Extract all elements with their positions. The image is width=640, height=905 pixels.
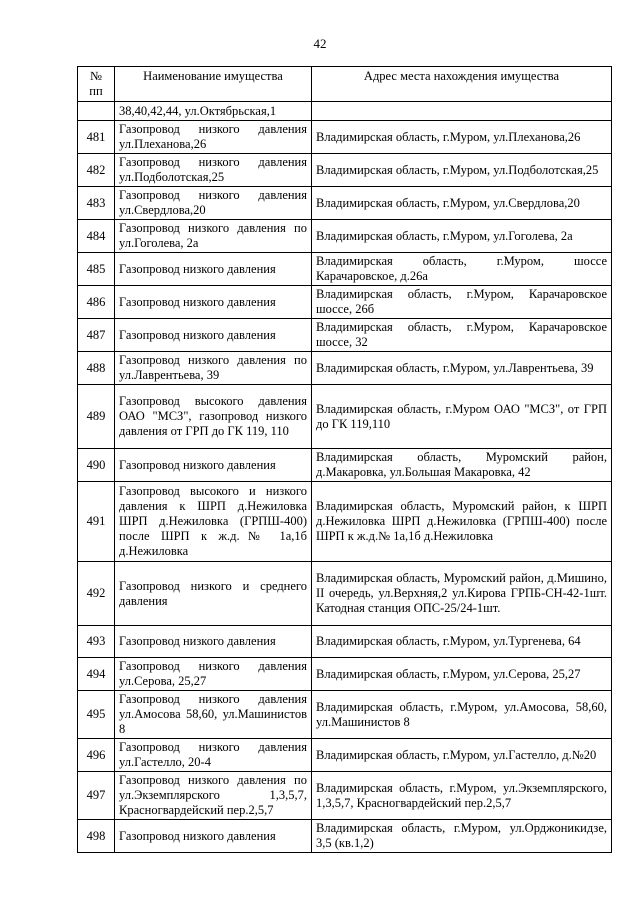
row-num: 483 [78, 187, 115, 220]
row-num: 494 [78, 658, 115, 691]
row-name: Газопровод низкого давления ул.Гастелло, 20-4 [115, 739, 312, 772]
table-row [78, 449, 612, 482]
table-row [78, 820, 612, 853]
row-num: 492 [78, 562, 115, 626]
row-name: Газопровод высокого давления ОАО "МСЗ", газопровод низкого давления от ГРП до ГК 119, 110 [115, 385, 312, 449]
table-row [78, 739, 612, 772]
row-name: Газопровод низкого давления по ул.Лаврентьева, 39 [115, 352, 312, 385]
row-num: 485 [78, 253, 115, 286]
row-name: Газопровод низкого давления [115, 449, 312, 482]
table-row [78, 562, 612, 626]
row-name: Газопровод низкого давления по ул.Гоголева, 2а [115, 220, 312, 253]
table-row [78, 385, 612, 449]
row-address: Владимирская область, г.Муром, ул.Гастелло, д.№20 [312, 739, 612, 772]
row-num [78, 102, 115, 121]
row-num: 488 [78, 352, 115, 385]
table-row [78, 220, 612, 253]
row-num: 484 [78, 220, 115, 253]
table-row [78, 691, 612, 739]
table-row [78, 187, 612, 220]
row-address: Владимирская область, г.Муром, ул.Плеханова,26 [312, 121, 612, 154]
table-row [78, 319, 612, 352]
row-name: Газопровод низкого давления [115, 820, 312, 853]
row-address: Владимирская область, Муромский район, д.Мишино, II очередь, ул.Верхняя,2 ул.Кирова ГРПБ-СН-42-1шт. Катодная станция ОПС-25/24-1шт. [312, 562, 612, 626]
row-name: Газопровод низкого давления [115, 286, 312, 319]
row-address: Владимирская область, г.Муром, ул.Подболотская,25 [312, 154, 612, 187]
table-row [78, 658, 612, 691]
row-address: Владимирская область, г.Муром ОАО "МСЗ", от ГРП до ГК 119,110 [312, 385, 612, 449]
row-name: Газопровод низкого давления [115, 253, 312, 286]
row-address: Владимирская область, г.Муром, шоссе Карачаровское, д.26а [312, 253, 612, 286]
row-name: Газопровод низкого давления ул.Подболотская,25 [115, 154, 312, 187]
row-address: Владимирская область, г.Муром, ул.Гоголева, 2а [312, 220, 612, 253]
table-row [78, 772, 612, 820]
header-address: Адрес места нахождения имущества [312, 67, 612, 102]
row-num: 482 [78, 154, 115, 187]
row-num: 481 [78, 121, 115, 154]
row-num: 495 [78, 691, 115, 739]
table-header-row [78, 67, 612, 102]
row-name: Газопровод высокого и низкого давления к ШРП д.Нежиловка ШРП д.Нежиловка (ГРПШ-400) после ШРП к ж.д.№ 1а,1б д.Нежиловка [115, 482, 312, 562]
row-address: Владимирская область, Муромский район, к ШРП д.Нежиловка ШРП д.Нежиловка (ГРПШ-400) после ШРП к ж.д.№ 1а,1б д.Нежиловка [312, 482, 612, 562]
row-address: Владимирская область, г.Муром, ул.Свердлова,20 [312, 187, 612, 220]
row-address: Владимирская область, г.Муром, ул.Серова, 25,27 [312, 658, 612, 691]
row-num: 490 [78, 449, 115, 482]
table-row [78, 482, 612, 562]
row-name: Газопровод низкого давления [115, 319, 312, 352]
row-num: 486 [78, 286, 115, 319]
row-name: Газопровод низкого давления ул.Серова, 25,27 [115, 658, 312, 691]
row-name: Газопровод низкого давления по ул.Экземплярского 1,3,5,7, Красногвардейский пер.2,5,7 [115, 772, 312, 820]
row-address: Владимирская область, г.Муром, Карачаровское шоссе, 32 [312, 319, 612, 352]
row-address: Владимирская область, Муромский район, д.Макаровка, ул.Большая Макаровка, 42 [312, 449, 612, 482]
row-name: 38,40,42,44, ул.Октябрьская,1 [115, 102, 312, 121]
row-address: Владимирская область, г.Муром, ул.Амосова, 58,60, ул.Машинистов 8 [312, 691, 612, 739]
table-row [78, 102, 612, 121]
row-name: Газопровод низкого давления ул.Плеханова,26 [115, 121, 312, 154]
row-address: Владимирская область, г.Муром, ул.Лаврентьева, 39 [312, 352, 612, 385]
row-name: Газопровод низкого давления ул.Амосова 58,60, ул.Машинистов 8 [115, 691, 312, 739]
property-table [77, 66, 612, 853]
table-row [78, 286, 612, 319]
row-name: Газопровод низкого давления [115, 626, 312, 658]
row-address: Владимирская область, г.Муром, ул.Тургенева, 64 [312, 626, 612, 658]
row-num: 487 [78, 319, 115, 352]
row-num: 489 [78, 385, 115, 449]
row-num: 497 [78, 772, 115, 820]
row-name: Газопровод низкого и среднего давления [115, 562, 312, 626]
table-row [78, 352, 612, 385]
row-address: Владимирская область, г.Муром, ул.Экземплярского, 1,3,5,7, Красногвардейский пер.2,5,7 [312, 772, 612, 820]
header-num: № пп [78, 67, 115, 102]
row-num: 491 [78, 482, 115, 562]
row-num: 496 [78, 739, 115, 772]
table-row [78, 154, 612, 187]
row-num: 498 [78, 820, 115, 853]
row-address [312, 102, 612, 121]
row-address: Владимирская область, г.Муром, Карачаровское шоссе, 26б [312, 286, 612, 319]
header-name: Наименование имущества [115, 67, 312, 102]
page-number: 42 [313, 36, 327, 51]
row-num: 493 [78, 626, 115, 658]
row-address: Владимирская область, г.Муром, ул.Орджоникидзе, 3,5 (кв.1,2) [312, 820, 612, 853]
row-name: Газопровод низкого давления ул.Свердлова,20 [115, 187, 312, 220]
table-row [78, 121, 612, 154]
table-row [78, 253, 612, 286]
table-row [78, 626, 612, 658]
